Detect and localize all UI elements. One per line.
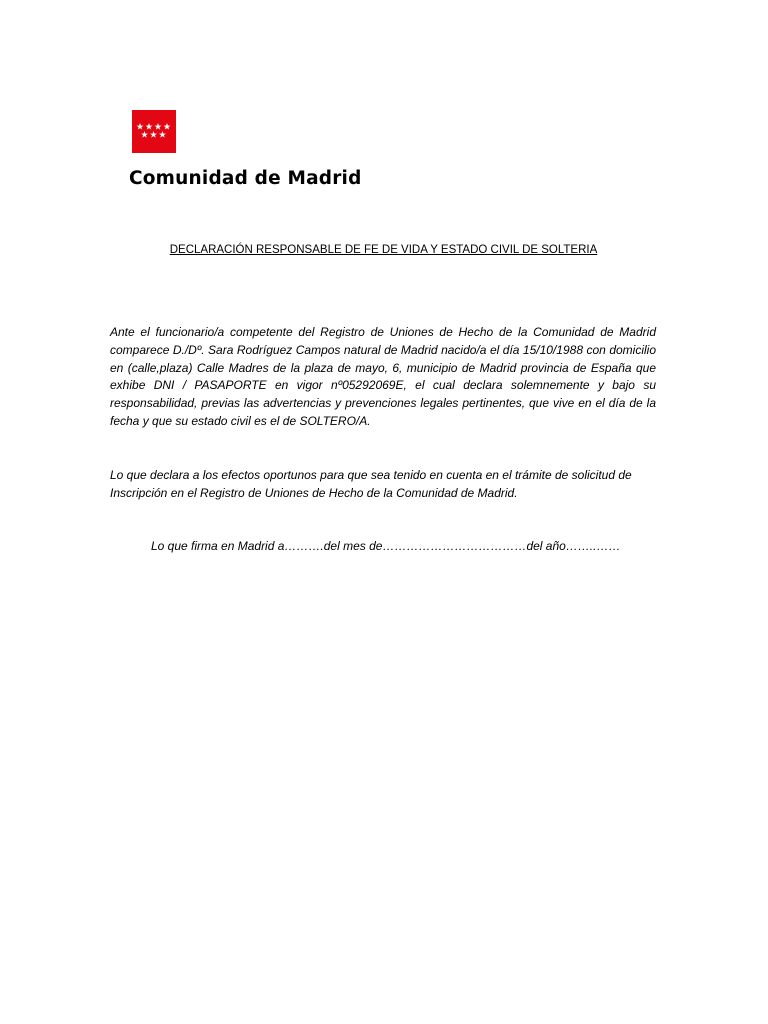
purpose-paragraph: Lo que declara a los efectos oportunos para que sea tenido en cuenta en el trámite de solicitud de Inscripción en el Registro de Uniones de Hecho de la Comunidad de Madrid. (110, 468, 632, 500)
declaration-paragraph: Ante el funcionario/a competente del Registro de Uniones de Hecho de la Comunidad de Madrid comparece D./Dº. Sara Rodríguez Campos natural de Madrid nacido/a el día 15/10/1988 con domicilio en (calle,plaza) Calle Madres de la plaza de mayo, 6, municipio de Madrid provincia de España que exhibe DNI / PASAPORTE en vigor nº05292069E, el cual declara solemnemente y bajo su responsabilidad, previas las advertencias y prevenciones legales pertinentes, que vive en el día de la fecha y que su estado civil es el de SOLTERO/A. (110, 325, 656, 428)
signature-line: Lo que firma en Madrid a……….del mes de………………………………del año……..…… (151, 539, 621, 553)
organization-name: Comunidad de Madrid (129, 168, 362, 189)
document-title: DECLARACIÓN RESPONSABLE DE FE DE VIDA Y ESTADO CIVIL DE SOLTERIA (169, 244, 598, 256)
madrid-flag-logo (132, 110, 176, 153)
madrid-flag-stars-icon (132, 110, 176, 153)
